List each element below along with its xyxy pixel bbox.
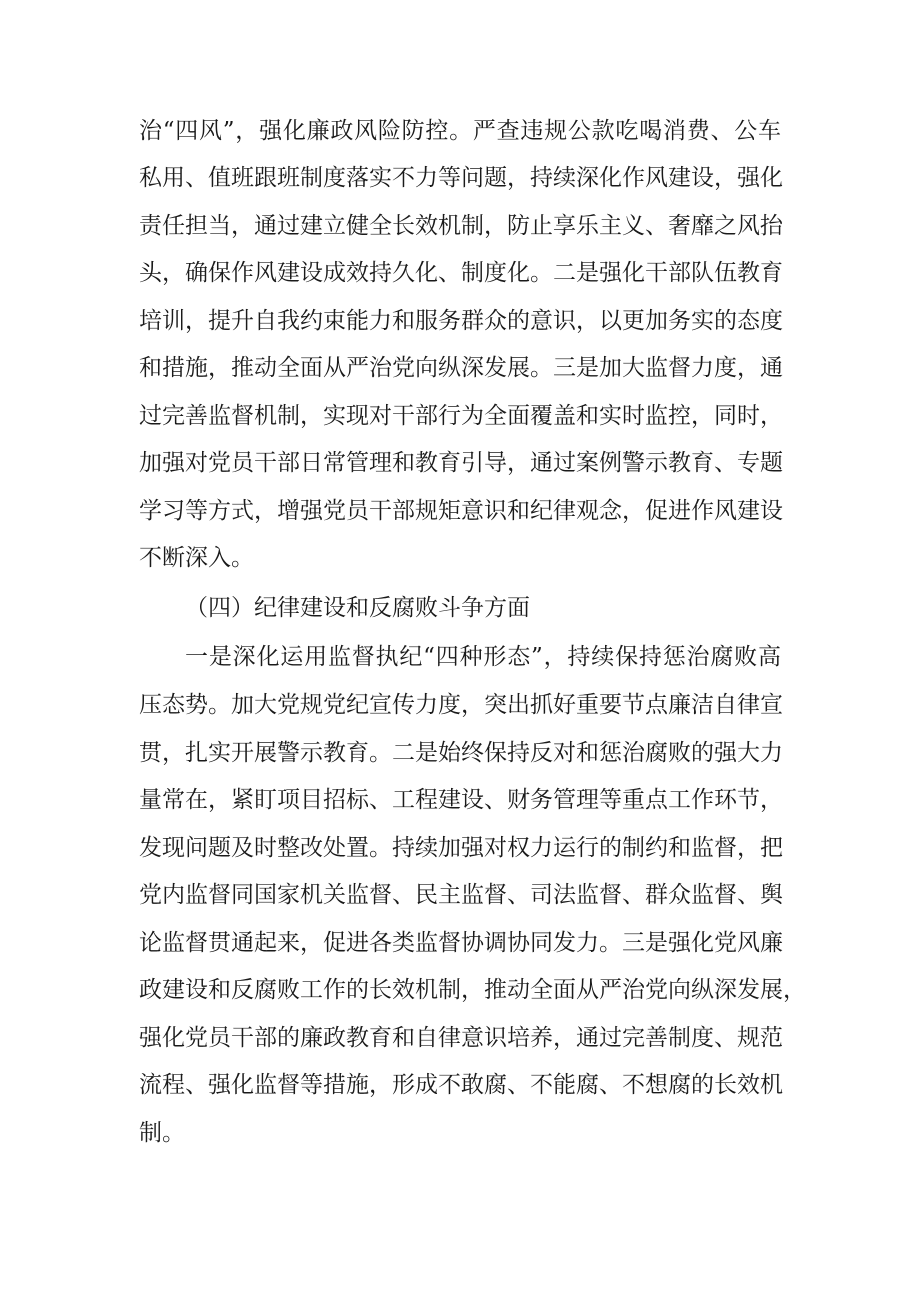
paragraph-line: 一是深化运用监督执纪“四种形态”，持续保持惩治腐败高	[185, 644, 781, 670]
paragraph-line: 制。	[139, 1120, 185, 1146]
paragraph-line: 政建设和反腐败工作的长效机制，推动全面从严治党向纵深发展，	[139, 977, 806, 1003]
paragraph-line: 流程、强化监督等措施，形成不敢腐、不能腐、不想腐的长效机	[139, 1072, 783, 1098]
paragraph-line: 和措施，推动全面从严治党向纵深发展。三是加大监督力度，通	[139, 355, 783, 381]
section-heading: （四）纪律建设和反腐败斗争方面	[185, 595, 530, 621]
paragraph-line: 不断深入。	[139, 545, 254, 571]
paragraph-line: 压态势。加大党规党纪宣传力度，突出抓好重要节点廉洁自律宣	[139, 692, 783, 718]
paragraph-line: 贯，扎实开展警示教育。二是始终保持反对和惩治腐败的强大力	[139, 740, 783, 766]
paragraph-line: 强化党员干部的廉政教育和自律意识培养，通过完善制度、规范	[139, 1025, 783, 1051]
paragraph-line: 量常在，紧盯项目招标、工程建设、财务管理等重点工作环节，	[139, 787, 783, 813]
paragraph-line: 学习等方式，增强党员干部规矩意识和纪律观念，促进作风建设	[139, 498, 783, 524]
paragraph-line: 私用、值班跟班制度落实不力等问题，持续深化作风建设，强化	[139, 165, 783, 191]
paragraph-line: 加强对党员干部日常管理和教育引导，通过案例警示教育、专题	[139, 450, 783, 476]
paragraph-line: 过完善监督机制，实现对干部行为全面覆盖和实时监控，同时，	[139, 403, 783, 429]
paragraph-line: 责任担当，通过建立健全长效机制，防止享乐主义、奢靡之风抬	[139, 213, 783, 239]
paragraph-line: 治“四风”，强化廉政风险防控。严查违规公款吃喝消费、公车	[139, 118, 781, 144]
paragraph-line: 论监督贯通起来，促进各类监督协调协同发力。三是强化党风廉	[139, 930, 783, 956]
paragraph-line: 发现问题及时整改处置。持续加强对权力运行的制约和监督，把	[139, 835, 783, 861]
paragraph-line: 培训，提升自我约束能力和服务群众的意识，以更加务实的态度	[139, 308, 783, 334]
paragraph-line: 党内监督同国家机关监督、民主监督、司法监督、群众监督、舆	[139, 882, 783, 908]
paragraph-line: 头，确保作风建设成效持久化、制度化。二是强化干部队伍教育	[139, 260, 783, 286]
